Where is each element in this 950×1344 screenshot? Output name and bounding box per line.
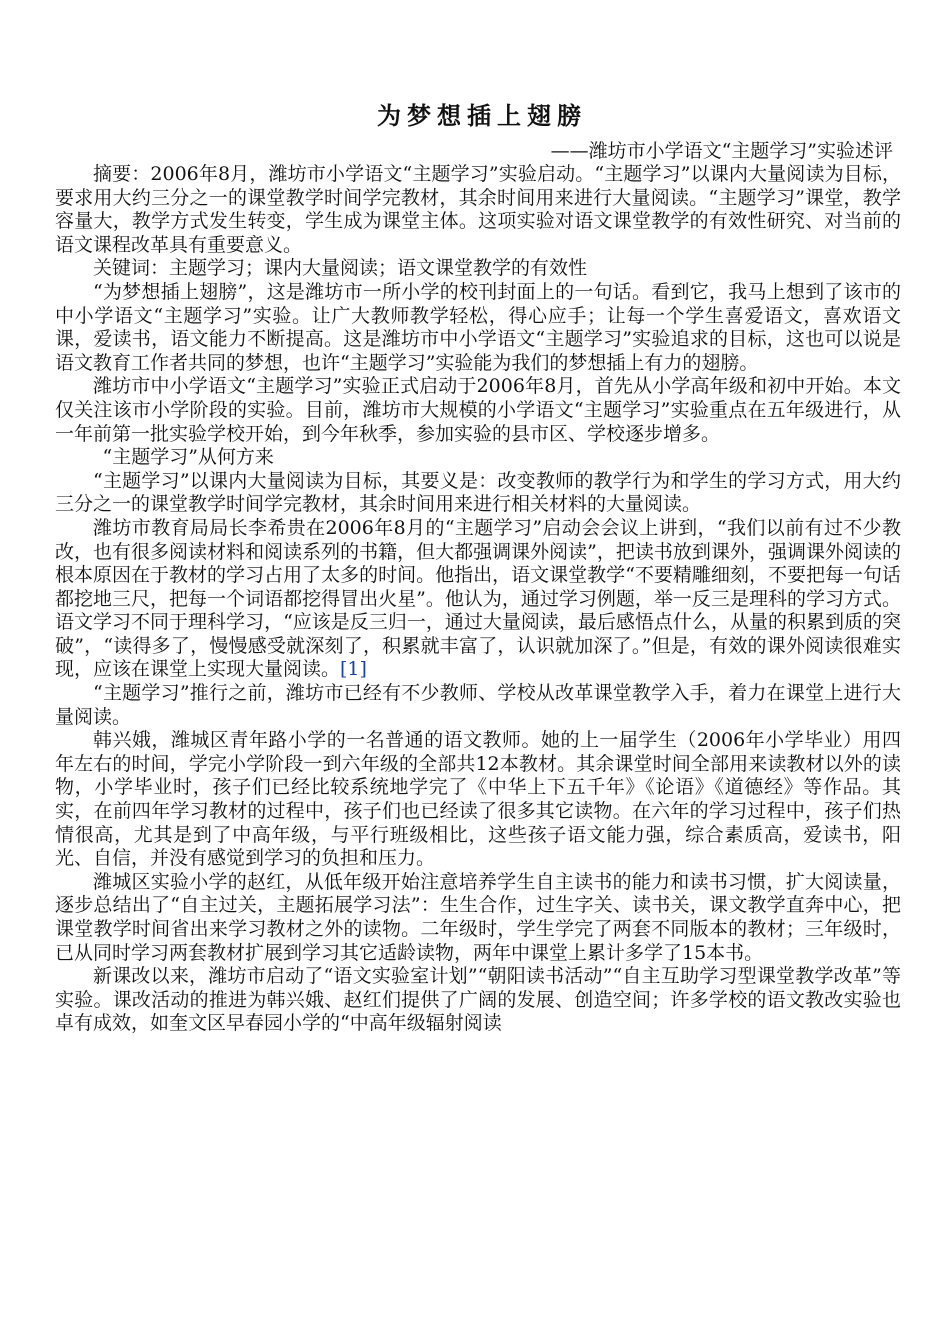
document-page xyxy=(55,96,901,1036)
section-heading: “主题学习”从何方来 xyxy=(102,446,274,469)
reference-link[interactable]: [1] xyxy=(340,658,367,681)
body-paragraph: 潍城区实验小学的赵红，从低年级开始注意培养学生自主读书的能力和读书习惯，扩大阅读量，逐步总结出了“自主过关，主题拓展学习法”：生生合作，过生字关、读书关，课文教学直奔中心，把课堂教学时间省出来学习教材之外的读物。二年级时，学生学完了两套不同版本的教材；三年级时，已从同时学习两套教材扩展到学习其它适龄读物，两年中课堂上累计多学了15本书。 xyxy=(55,870,901,964)
document-title: 为梦想插上翅膀 xyxy=(377,101,587,130)
document-subtitle: ——潍坊市小学语文“主题学习”实验述评 xyxy=(550,140,893,162)
body-paragraph: “主题学习”以课内大量阅读为目标，其要义是：改变教师的教学行为和学生的学习方式，用大约三分之一的课堂教学时间学完教材，其余时间用来进行相关材料的大量阅读。 xyxy=(55,469,901,516)
body-paragraph: 韩兴娥，潍城区青年路小学的一名普通的语文教师。她的上一届学生（2006年小学毕业）用四年左右的时间，学完小学阶段一到六年级的全部共12本教材。其余课堂时间全部用来读教材以外的读物，小学毕业时，孩子们已经比较系统地学完了《中华上下五千年》《论语》《道德经》等作品。其实，在前四年学习教材的过程中，孩子们也已经读了很多其它读物。在六年的学习过程中，孩子们热情很高，尤其是到了中高年级，与平行班级相比，这些孩子语文能力强，综合素质高，爱读书，阳光、自信，并没有感觉到学习的负担和压力。 xyxy=(55,729,901,870)
body-paragraph: “主题学习”推行之前，潍坊市已经有不少教师、学校从改革课堂教学入手，着力在课堂上进行大量阅读。 xyxy=(55,682,901,728)
abstract-paragraph: 摘要：2006年8月，潍坊市小学语文“主题学习”实验启动。“主题学习”以课内大量阅读为目标，要求用大约三分之一的课堂教学时间学完教材，其余时间用来进行大量阅读。“主题学习”课堂，教学容量大，教学方式发生转变，学生成为课堂主体。这项实验对语文课堂教学的有效性研究、对当前的语文课程改革具有重要意义。 xyxy=(55,163,901,256)
body-paragraph: 新课改以来，潍坊市启动了“语文实验室计划”“朝阳读书活动”“自主互助学习型课堂教学改革”等实验。课改活动的推进为韩兴娥、赵红们提供了广阔的发展、创造空间；许多学校的语文教改实验也卓有成效，如奎文区早春园小学的“中高年级辐射阅读 xyxy=(55,965,901,1035)
quote-paragraph-text: 潍坊市教育局局长李希贵在2006年8月的“主题学习”启动会会议上讲到，“我们以前有过不少教改，也有很多阅读材料和阅读系列的书籍，但大都强调课外阅读”，把读书放到课外，强调课外阅读的根本原因在于教材的学习占用了太多的时间。他指出，语文课堂教学“不要精雕细刻，不要把每一句话都挖地三尺，把每一个词语都挖得冒出火星”。他认为，通过学习例题，举一反三是理科的学习方式。语文学习不同于理科学习，“应该是反三归一，通过大量阅读，最后感悟点什么，从量的积累到质的突破”，“读得多了，慢慢感受就深刻了，积累就丰富了，认识就加深了。”但是，有效的课外阅读很难实现，应该在课堂上实现大量阅读。 xyxy=(55,516,901,681)
quote-paragraph xyxy=(55,517,901,682)
body-paragraph: 潍坊市中小学语文“主题学习”实验正式启动于2006年8月，首先从小学高年级和初中开始。本文仅关注该市小学阶段的实验。目前，潍坊市大规模的小学语文“主题学习”实验重点在五年级进行，从一年前第一批实验学校开始，到今年秋季，参加实验的县市区、学校逐步增多。 xyxy=(55,375,901,445)
keywords-paragraph: 关键词：主题学习；课内大量阅读；语文课堂教学的有效性 xyxy=(93,257,588,280)
body-paragraph: “为梦想插上翅膀”，这是潍坊市一所小学的校刊封面上的一句话。看到它，我马上想到了该市的中小学语文“主题学习”实验。让广大教师教学轻松，得心应手；让每一个学生喜爱语文，喜欢语文课，爱读书，语文能力不断提高。这是潍坊市中小学语文“主题学习”实验追求的目标，这也可以说是语文教育工作者共同的梦想，也许“主题学习”实验能为我们的梦想插上有力的翅膀。 xyxy=(55,280,901,374)
